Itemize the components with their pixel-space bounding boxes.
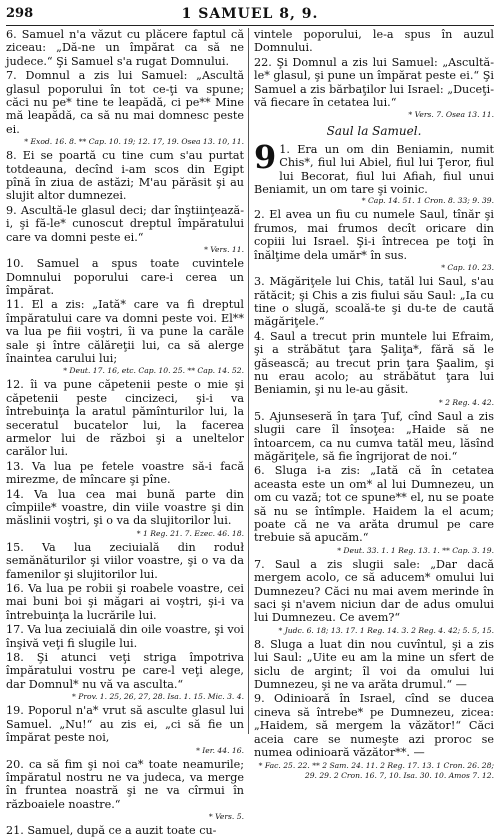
- running-head: 1 SAMUEL 8, 9.: [181, 6, 319, 22]
- verse: 4. Saul a trecut prin muntele lui Efraim, şi a străbătut ţara Şaliţa*, fără să le găsească; au trecut prin ţara Şaalim, şi nu erau acolo; au străbătut ţara lui Beniamin, şi nu le-au găsit.: [254, 329, 494, 397]
- verse: 18. Şi atunci veţi striga împotriva împăratului vostru pe care-l veţi alege, dar Domnul* nu vă va asculta.“: [6, 651, 244, 691]
- verse: 11. El a zis: „Iată* care va fi dreptul împăratului care va domni peste voi. El** va lua pe fiii voştri, îi va pune la carăle sale şi între călăreţii lui, ca să alerge înaintea carului lui;: [6, 298, 244, 365]
- verse: 6. Samuel n'a văzut cu plăcere faptul că ziceau: „Dă-ne un împărat ca să ne judece.“ Şi Samuel s'a rugat Domnului.: [6, 28, 244, 68]
- verse: 8. Sluga a luat din nou cuvîntul, şi a zis lui Saul: „Uite eu am la mine un sfert de siclu de argint; îl voi da omului lui Dumnezeu, şi ne va arăta drumul.“ —: [254, 637, 494, 692]
- verse: 6. Sluga i-a zis: „Iată că în cetatea aceasta este un om* al lui Dumnezeu, un om cu vază; tot ce spune** el, nu se poate să nu se întîmple. Haidem la el acum; poate că ne va arăta drumul pe care trebuie să apucăm.“: [254, 464, 494, 545]
- verse: 16. Va lua pe robii şi roabele voastre, cei mai buni boi şi măgari ai voştri, şi-i va întrebuinţa la lucrările lui.: [6, 582, 244, 622]
- verse: 7. Domnul a zis lui Samuel: „Ascultă glasul poporului în tot ce-ţi va spune; căci nu pe* tine te leapădă, ci pe** Mine mă leapădă, ca să nu mai domnesc peste ei.: [6, 69, 244, 136]
- verse: 20. ca să fim şi noi ca* toate neamurile; împăratul nostru ne va judeca, va merge în fruntea noastră şi ne va cîrmui în războaiele noastre.“: [6, 757, 244, 811]
- cross-reference: * Fac. 25. 22. ** 2 Sam. 24. 11. 2 Reg. 17. 13. 1 Cron. 26. 28; 29. 29. 2 Cron. 16. 7, 10. Isa. 30. 10. Amos 7. 12.: [258, 760, 494, 780]
- cross-reference: * Ier. 44. 16.: [196, 745, 244, 755]
- verse: 15. Va lua zeciuială din roduł semănăturilor şi viilor voastre, şi o va da famenilor şi slujitorilor lui.: [6, 540, 244, 581]
- verse: 2. El avea un fiu cu numele Saul, tînăr şi frumos, mai frumos decît oricare din copiii lui Israel. Şi-i întrecea pe toţi în înălţime dela umăr* în sus.: [254, 208, 494, 262]
- chapter-number: 9: [254, 137, 277, 176]
- right-column: [254, 28, 494, 780]
- cross-reference: * 2 Reg. 4. 42.: [438, 397, 494, 407]
- verse: 5. Ajunseseră în ţara Ţuf, cînd Saul a zis slugii care îl însoţea: „Haide să ne întoarcem, ca nu cumva tatăl meu, lăsînd măgăriţele, să fie îngrijorat de noi.“: [254, 409, 494, 463]
- cross-reference: * 1 Reg. 21. 7. Ezec. 46. 18.: [136, 528, 244, 538]
- cross-reference: * Exod. 16. 8. ** Cap. 10. 19; 12. 17, 19. Osea 13. 10, 11.: [24, 137, 244, 147]
- verse: 9. Ascultă-le glasul deci; dar înştiinţează-i, şi fă-le* cunoscut dreptul împăratului care va domni peste ei.“: [6, 203, 244, 244]
- verse: 19. Poporul n'a* vrut să asculte glasul lui Samuel. „Nu!“ au zis ei, „ci să fie un împărat peste noi,: [6, 704, 244, 745]
- verse: 14. Va lua cea mai bună parte din cîmpiile* voastre, din viile voastre şi din măslinii voştri, şi o va da slujitorilor lui.: [6, 487, 244, 528]
- chapter-start: [254, 137, 494, 197]
- verse: 8. Ei se poartă cu tine cum s'au purtat totdeauna, decînd i-am scos din Egipt pînă în ziua de astăzi; M'au părăsit şi au slujit altor dumnezei.: [6, 149, 244, 203]
- cross-reference: * Vers. 7. Osea 13. 11.: [408, 110, 494, 120]
- page-number: 298: [6, 6, 34, 21]
- cross-reference: * Cap. 14. 51. 1 Cron. 8. 33; 9. 39.: [361, 196, 494, 206]
- left-column: [6, 28, 244, 838]
- verse: 9. Odinioară în Israel, cînd se ducea cineva să întrebe* pe Dumnezeu, zicea: „Haidem, să mergem la văzător!“ Căci aceia care se numeşte azi proroc se numea odinioară văzător**. —: [254, 692, 494, 760]
- cross-reference: * Deut. 17. 16, etc. Cap. 10. 25. ** Cap. 14. 52.: [63, 366, 244, 376]
- page-header: [6, 4, 494, 26]
- verse: 3. Măgăriţele lui Chis, tatăl lui Saul, s'au rătăcit; şi Chis a zis fiului său Saul: „Ia cu tine o slugă, scoală-te şi du-te de caută măgăriţele.“: [254, 275, 494, 329]
- section-title: Saul la Samuel.: [326, 124, 422, 139]
- column-divider: [248, 28, 249, 734]
- cross-reference: * Deut. 33. 1. 1 Reg. 13. 1. ** Cap. 3. 19.: [337, 545, 494, 555]
- verse: 7. Saul a zis slugii sale: „Dar dacă mergem acolo, ce să aducem* omului lui Dumnezeu? Căci nu mai avem merinde în saci şi n'avem niciun dar de adus omului lui Dumnezeu. Ce avem?“: [254, 557, 494, 625]
- verse-text: 1. Era un om din Beniamin, numit Chis*, fiul lui Abiel, fiul lui Ţeror, fiul lui Becorat, fiul lui Afiah, fiul unui Beniamit, un om tare şi voinic.: [254, 142, 494, 197]
- verse: 10. Samuel a spus toate cuvintele Domnului poporului care-i cerea un împărat.: [6, 257, 244, 297]
- cross-reference: * Prov. 1. 25, 26, 27, 28. Isa. 1. 15. Mic. 3. 4.: [72, 692, 244, 702]
- verse: 22. Şi Domnul a zis lui Samuel: „Ascultă-le* glasul, şi pune un împărat peste ei.“ Şi Samuel a zis bărbaţilor lui Israel: „Duceţi-vă fiecare în cetatea lui.“: [254, 55, 494, 110]
- cross-reference: * Cap. 10. 23.: [441, 263, 494, 273]
- verse: vintele poporului, le-a spus în auzul Domnului.: [254, 28, 494, 55]
- verse: 13. Va lua pe fetele voastre să-i facă mirezme, de mîncare şi pîne.: [6, 459, 244, 487]
- cross-reference: * Judc. 6. 18; 13. 17. 1 Reg. 14. 3. 2 Reg. 4. 42; 5. 5, 15.: [278, 625, 494, 635]
- verse: 21. Samuel, după ce a auzit toate cu-: [6, 824, 217, 838]
- header-rule: [6, 25, 494, 26]
- cross-reference: * Vers. 11.: [204, 245, 244, 255]
- cross-reference: * Vers. 5.: [208, 812, 244, 822]
- verse: 12. îi va pune căpetenii peste o mie şi căpetenii peste cincizeci, şi-i va întrebuinţa la aratul pămînturilor lui, la seceratul bucatelor lui, la facerea armelor lui de război şi a uneltelor carălor lui.: [6, 378, 244, 459]
- verse: 17. Va lua zeciuială din oile voastre, şi voi înşivă veţi fi slugile lui.: [6, 623, 244, 650]
